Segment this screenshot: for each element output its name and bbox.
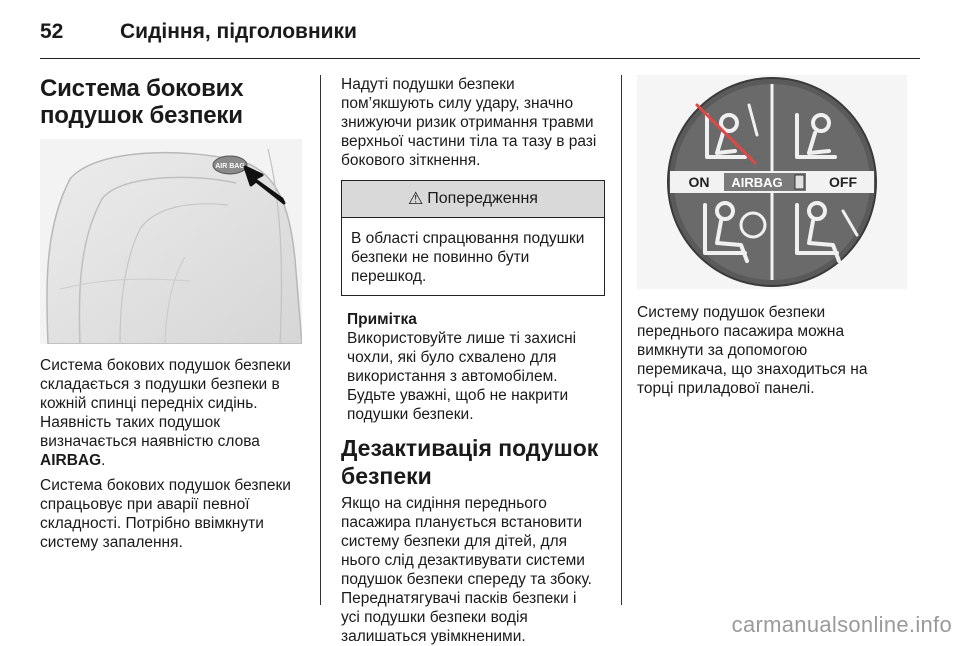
- column-2: [341, 75, 605, 646]
- page-title: Сидіння, підголовники: [120, 20, 357, 43]
- page-number: 52: [40, 20, 64, 43]
- airbag-label: AIRBAG: [731, 175, 783, 190]
- column-divider-2: [621, 75, 622, 605]
- warning-box: [341, 180, 605, 296]
- airbag-description-2: Система бокових подушок безпеки спрацьовує при аварії певної складності. Потрібно ввімкнути систему запалення.: [40, 477, 291, 551]
- side-airbag-seat-illustration: [40, 139, 302, 344]
- deactivation-text: Якщо на сидіння переднього пасажира планується встановити систему безпеки для дітей, для нього слід дезактивувати системи подушок безпеки спереду та збоку. Переднатягувачі пасків безпеки і усі подушки безпеки водія залишаться увімкненими.: [341, 495, 592, 645]
- note-title: Примітка: [347, 311, 417, 328]
- section-heading: Система бокових подушок безпеки: [40, 75, 244, 129]
- note-text: Використовуйте лише ті захисні чохли, які було схвалено для використання з автомобілем. Будьте уважні, щоб не накрити подушки безпеки.: [347, 330, 577, 423]
- page-header: [40, 14, 920, 59]
- airbag-switch-label-illustration: [637, 75, 907, 289]
- warning-title: Попередження: [427, 190, 538, 207]
- deactivation-heading: Дезактивація подушок безпеки: [341, 435, 599, 489]
- airbag-word: AIRBAG: [40, 452, 102, 469]
- warning-text: В області спрацювання подушки безпеки не повинно бути перешкод.: [351, 230, 585, 285]
- watermark: carmanualsonline.info: [731, 612, 952, 637]
- column-3: [637, 75, 907, 398]
- note-block: [341, 310, 605, 424]
- inflated-airbag-text: Надуті подушки безпеки пом’якшують силу удару, значно знижуючи ризик отримання травми верхньої частини тіла та тазу в разі бокового зіткнення.: [341, 76, 597, 169]
- warning-header: [342, 181, 604, 218]
- svg-text:AIR BAG: AIR BAG: [215, 163, 245, 170]
- column-1: [40, 75, 302, 552]
- airbag-description-1: Система бокових подушок безпеки складається з подушки безпеки в кожній спинці передніх сидінь. Наявність таких подушок визначається наявністю слова AIRBAG.: [40, 357, 291, 469]
- off-label: OFF: [829, 174, 857, 190]
- warning-icon: ⚠: [408, 189, 424, 208]
- column-divider-1: [320, 75, 321, 605]
- on-label: ON: [688, 174, 710, 190]
- switch-description: Систему подушок безпеки переднього пасажира можна вимкнути за допомогою перемикача, що знаходиться на торці приладової панелі.: [637, 304, 868, 397]
